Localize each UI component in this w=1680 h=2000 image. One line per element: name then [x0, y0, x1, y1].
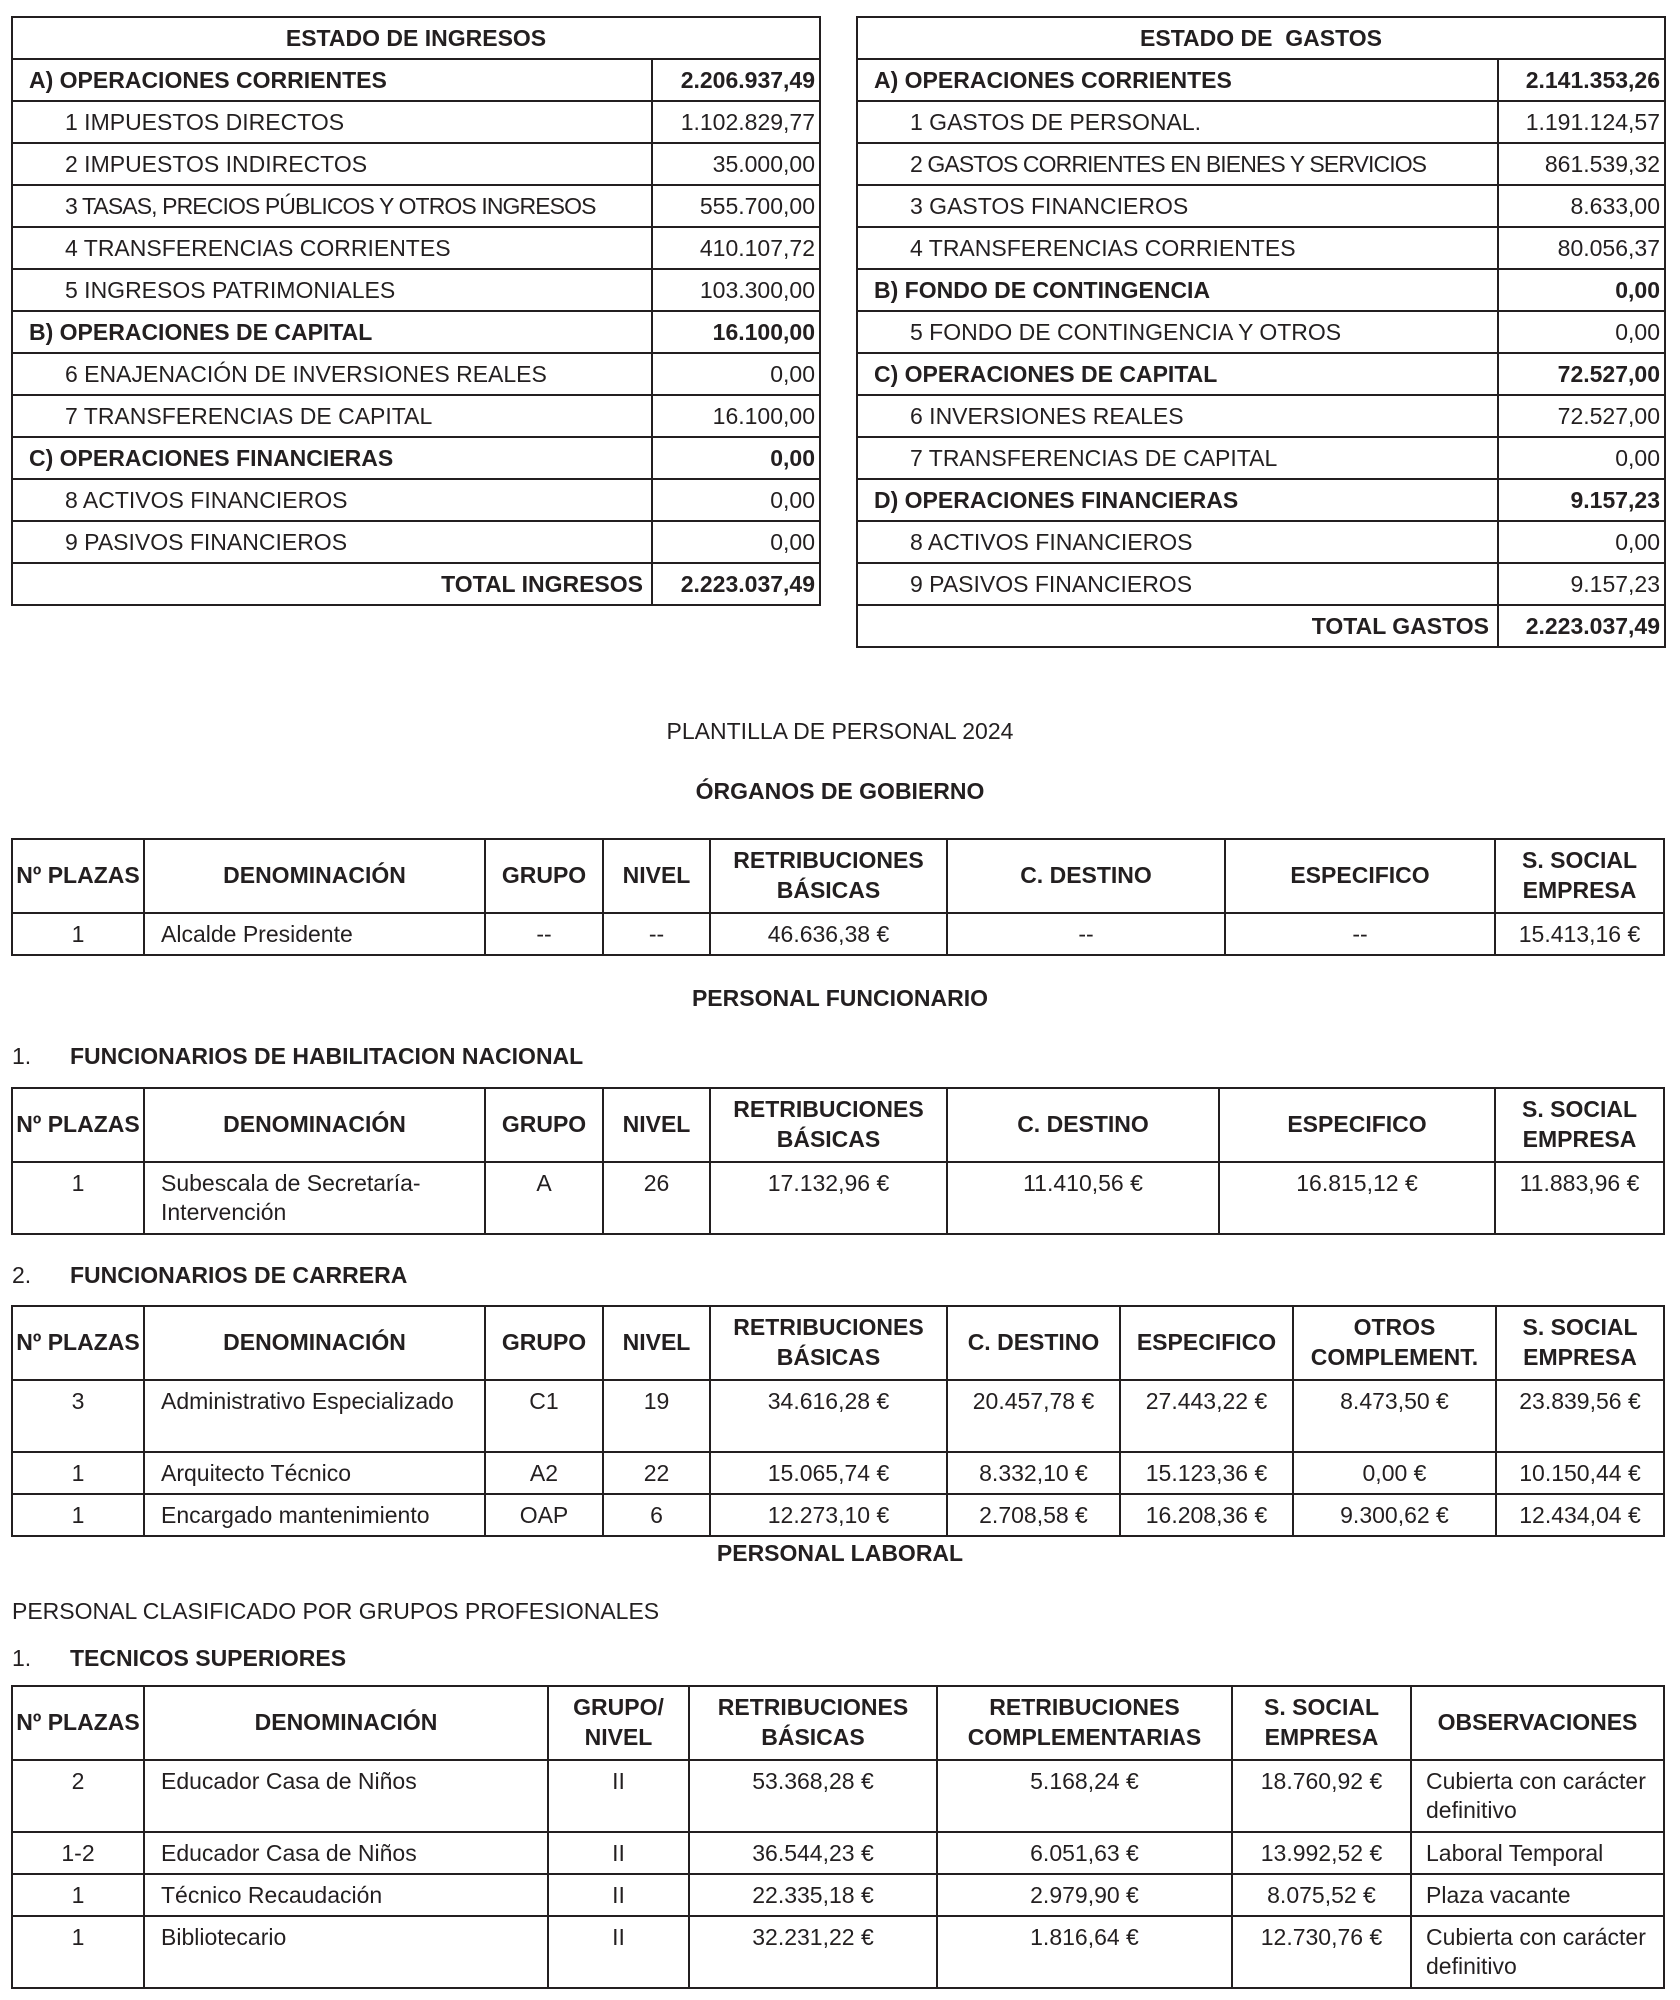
carrera-heading — [12, 1262, 407, 1289]
table-cell: Técnico Recaudación — [144, 1874, 548, 1916]
tecnicos-number: 1. — [12, 1645, 32, 1671]
header-row — [12, 1686, 1664, 1760]
column-header: S. SOCIAL EMPRESA — [1496, 1306, 1664, 1380]
row-value: 35.000,00 — [652, 143, 820, 185]
item-row — [12, 185, 820, 227]
row-value: 0,00 — [652, 437, 820, 479]
row-value: 0,00 — [1498, 437, 1665, 479]
table-cell: 8.332,10 € — [947, 1452, 1120, 1494]
table-cell: Cubierta con carácter definitivo — [1411, 1760, 1664, 1832]
row-label: D) OPERACIONES FINANCIERAS — [857, 479, 1498, 521]
table-cell: 12.730,76 € — [1232, 1916, 1411, 1988]
row-value: 1.102.829,77 — [652, 101, 820, 143]
table-cell: 15.123,36 € — [1120, 1452, 1293, 1494]
carrera-title: FUNCIONARIOS DE CARRERA — [70, 1262, 408, 1288]
table-cell: Bibliotecario — [144, 1916, 548, 1988]
row-value: 861.539,32 — [1498, 143, 1665, 185]
table-cell: 1 — [12, 1452, 144, 1494]
table-cell: 8.473,50 € — [1293, 1380, 1496, 1452]
table-cell: II — [548, 1874, 689, 1916]
habilitacion-heading — [12, 1043, 583, 1070]
column-header: NIVEL — [603, 839, 710, 913]
table-cell: Educador Casa de Niños — [144, 1760, 548, 1832]
table-cell: 20.457,78 € — [947, 1380, 1120, 1452]
row-label: 6 INVERSIONES REALES — [857, 395, 1498, 437]
table-cell: 15.065,74 € — [710, 1452, 947, 1494]
column-header: DENOMINACIÓN — [144, 1306, 485, 1380]
row-label: 4 TRANSFERENCIAS CORRIENTES — [12, 227, 652, 269]
row-label: 2 IMPUESTOS INDIRECTOS — [12, 143, 652, 185]
table-row — [12, 1760, 1664, 1832]
ingresos-title: ESTADO DE INGRESOS — [12, 17, 820, 59]
table-cell: Alcalde Presidente — [144, 913, 485, 955]
row-label: B) FONDO DE CONTINGENCIA — [857, 269, 1498, 311]
column-header: DENOMINACIÓN — [144, 839, 485, 913]
row-value: 555.700,00 — [652, 185, 820, 227]
tecnicos-heading — [12, 1645, 346, 1672]
table-cell: 9.300,62 € — [1293, 1494, 1496, 1536]
gastos-table — [856, 16, 1666, 648]
column-header: S. SOCIAL EMPRESA — [1232, 1686, 1411, 1760]
table-row — [12, 1452, 1664, 1494]
row-label: 2 GASTOS CORRIENTES EN BIENES Y SERVICIOS — [857, 143, 1498, 185]
column-header: GRUPO — [485, 1088, 603, 1162]
row-value: 16.100,00 — [652, 311, 820, 353]
row-value: 9.157,23 — [1498, 563, 1665, 605]
table-cell: 13.992,52 € — [1232, 1832, 1411, 1874]
section-row — [857, 59, 1665, 101]
section-row — [857, 353, 1665, 395]
row-value: 0,00 — [1498, 269, 1665, 311]
row-value: 2.141.353,26 — [1498, 59, 1665, 101]
table-cell: A — [485, 1162, 603, 1234]
row-label: 3 GASTOS FINANCIEROS — [857, 185, 1498, 227]
table-cell: 12.273,10 € — [710, 1494, 947, 1536]
item-row — [857, 311, 1665, 353]
table-cell: 1.816,64 € — [937, 1916, 1232, 1988]
table-cell: OAP — [485, 1494, 603, 1536]
table-row — [12, 1874, 1664, 1916]
column-header: Nº PLAZAS — [12, 1306, 144, 1380]
header-row — [12, 1088, 1664, 1162]
section-row — [857, 479, 1665, 521]
table-cell: 15.413,16 € — [1495, 913, 1664, 955]
table-cell: 12.434,04 € — [1496, 1494, 1664, 1536]
table-cell: 1 — [12, 1494, 144, 1536]
item-row — [857, 563, 1665, 605]
ingresos-total-row — [12, 563, 820, 605]
table-cell: 8.075,52 € — [1232, 1874, 1411, 1916]
row-label: 3 TASAS, PRECIOS PÚBLICOS Y OTROS INGRESOS — [12, 185, 652, 227]
table-cell: Cubierta con carácter definitivo — [1411, 1916, 1664, 1988]
row-label: B) OPERACIONES DE CAPITAL — [12, 311, 652, 353]
table-cell: 18.760,92 € — [1232, 1760, 1411, 1832]
item-row — [857, 185, 1665, 227]
item-row — [12, 521, 820, 563]
header-row — [12, 1306, 1664, 1380]
row-value: 72.527,00 — [1498, 395, 1665, 437]
row-value: 9.157,23 — [1498, 479, 1665, 521]
laboral-title: PERSONAL LABORAL — [716, 1540, 964, 1566]
section-row — [857, 269, 1665, 311]
table-cell: Plaza vacante — [1411, 1874, 1664, 1916]
item-row — [12, 353, 820, 395]
table-cell: Encargado mantenimiento — [144, 1494, 485, 1536]
section-row — [12, 437, 820, 479]
table-cell: 22.335,18 € — [689, 1874, 937, 1916]
item-row — [857, 143, 1665, 185]
column-header: C. DESTINO — [947, 839, 1225, 913]
row-label: 1 GASTOS DE PERSONAL. — [857, 101, 1498, 143]
table-cell: -- — [1225, 913, 1495, 955]
item-row — [12, 395, 820, 437]
table-cell: 1 — [12, 1162, 144, 1234]
table-cell: -- — [603, 913, 710, 955]
row-label: C) OPERACIONES FINANCIERAS — [12, 437, 652, 479]
row-value: 0,00 — [652, 353, 820, 395]
item-row — [12, 143, 820, 185]
table-cell: 11.410,56 € — [947, 1162, 1219, 1234]
column-header: Nº PLAZAS — [12, 1686, 144, 1760]
table-cell: 46.636,38 € — [710, 913, 947, 955]
column-header: OTROS COMPLEMENT. — [1293, 1306, 1496, 1380]
column-header: OBSERVACIONES — [1411, 1686, 1664, 1760]
carrera-table — [11, 1305, 1665, 1537]
row-value: 2.206.937,49 — [652, 59, 820, 101]
laboral-subtitle: PERSONAL CLASIFICADO POR GRUPOS PROFESIONALES — [12, 1598, 660, 1624]
table-cell: Subescala de Secretaría-Intervención — [144, 1162, 485, 1234]
table-row — [12, 1162, 1664, 1234]
row-label: 8 ACTIVOS FINANCIEROS — [12, 479, 652, 521]
table-cell: Administrativo Especializado — [144, 1380, 485, 1452]
table-cell: 22 — [603, 1452, 710, 1494]
row-label: 4 TRANSFERENCIAS CORRIENTES — [857, 227, 1498, 269]
table-cell: 2 — [12, 1760, 144, 1832]
ingresos-table — [11, 16, 821, 606]
table-cell: -- — [947, 913, 1225, 955]
column-header: S. SOCIAL EMPRESA — [1495, 1088, 1664, 1162]
row-value: 72.527,00 — [1498, 353, 1665, 395]
table-row — [12, 913, 1664, 955]
row-label: C) OPERACIONES DE CAPITAL — [857, 353, 1498, 395]
table-cell: 6.051,63 € — [937, 1832, 1232, 1874]
table-cell: II — [548, 1916, 689, 1988]
column-header: GRUPO — [485, 1306, 603, 1380]
ingresos-total-label: TOTAL INGRESOS — [12, 563, 652, 605]
column-header: ESPECIFICO — [1219, 1088, 1495, 1162]
table-cell: C1 — [485, 1380, 603, 1452]
item-row — [12, 269, 820, 311]
item-row — [12, 227, 820, 269]
table-cell: 1 — [12, 1874, 144, 1916]
row-value: 0,00 — [652, 521, 820, 563]
table-cell: 5.168,24 € — [937, 1760, 1232, 1832]
column-header: C. DESTINO — [947, 1306, 1120, 1380]
column-header: RETRIBUCIONES BÁSICAS — [689, 1686, 937, 1760]
column-header: RETRIBUCIONES COMPLEMENTARIAS — [937, 1686, 1232, 1760]
item-row — [857, 437, 1665, 479]
table-cell: 1 — [12, 913, 144, 955]
tecnicos-title: TECNICOS SUPERIORES — [70, 1645, 347, 1671]
table-cell: 6 — [603, 1494, 710, 1536]
item-row — [12, 479, 820, 521]
row-value: 16.100,00 — [652, 395, 820, 437]
column-header: DENOMINACIÓN — [144, 1686, 548, 1760]
row-label: 9 PASIVOS FINANCIEROS — [857, 563, 1498, 605]
table-cell: Laboral Temporal — [1411, 1832, 1664, 1874]
row-value: 0,00 — [1498, 521, 1665, 563]
gastos-total-value: 2.223.037,49 — [1498, 605, 1665, 647]
column-header: C. DESTINO — [947, 1088, 1219, 1162]
column-header: RETRIBUCIONES BÁSICAS — [710, 839, 947, 913]
habilitacion-table — [11, 1087, 1665, 1235]
row-label: 1 IMPUESTOS DIRECTOS — [12, 101, 652, 143]
row-label: 7 TRANSFERENCIAS DE CAPITAL — [857, 437, 1498, 479]
organos-title: ÓRGANOS DE GOBIERNO — [695, 778, 985, 804]
gastos-total-label: TOTAL GASTOS — [857, 605, 1498, 647]
item-row — [857, 227, 1665, 269]
column-header: NIVEL — [603, 1088, 710, 1162]
gastos-title: ESTADO DE GASTOS — [857, 17, 1665, 59]
table-cell: 17.132,96 € — [710, 1162, 947, 1234]
table-cell: Arquitecto Técnico — [144, 1452, 485, 1494]
ingresos-total-value: 2.223.037,49 — [652, 563, 820, 605]
table-cell: II — [548, 1760, 689, 1832]
plantilla-title: PLANTILLA DE PERSONAL 2024 — [666, 718, 1014, 744]
table-cell: 2.979,90 € — [937, 1874, 1232, 1916]
row-value: 0,00 — [1498, 311, 1665, 353]
table-cell: 53.368,28 € — [689, 1760, 937, 1832]
table-row — [12, 1494, 1664, 1536]
table-row — [12, 1832, 1664, 1874]
column-header: DENOMINACIÓN — [144, 1088, 485, 1162]
table-row — [12, 1380, 1664, 1452]
organos-table — [11, 838, 1665, 956]
habilitacion-title: FUNCIONARIOS DE HABILITACION NACIONAL — [70, 1043, 584, 1069]
table-cell: 19 — [603, 1380, 710, 1452]
column-header: ESPECIFICO — [1120, 1306, 1293, 1380]
row-label: 7 TRANSFERENCIAS DE CAPITAL — [12, 395, 652, 437]
table-cell: 11.883,96 € — [1495, 1162, 1664, 1234]
table-cell: Educador Casa de Niños — [144, 1832, 548, 1874]
column-header: RETRIBUCIONES BÁSICAS — [710, 1088, 947, 1162]
table-cell: 1 — [12, 1916, 144, 1988]
row-label: 5 INGRESOS PATRIMONIALES — [12, 269, 652, 311]
row-label: 5 FONDO DE CONTINGENCIA Y OTROS — [857, 311, 1498, 353]
table-row — [12, 1916, 1664, 1988]
table-cell: 26 — [603, 1162, 710, 1234]
table-cell: 27.443,22 € — [1120, 1380, 1293, 1452]
row-value: 103.300,00 — [652, 269, 820, 311]
table-cell: 3 — [12, 1380, 144, 1452]
row-value: 1.191.124,57 — [1498, 101, 1665, 143]
column-header: ESPECIFICO — [1225, 839, 1495, 913]
row-value: 0,00 — [652, 479, 820, 521]
gastos-total-row — [857, 605, 1665, 647]
row-label: 8 ACTIVOS FINANCIEROS — [857, 521, 1498, 563]
carrera-number: 2. — [12, 1262, 32, 1288]
table-cell: 32.231,22 € — [689, 1916, 937, 1988]
row-value: 410.107,72 — [652, 227, 820, 269]
column-header: NIVEL — [603, 1306, 710, 1380]
column-header: Nº PLAZAS — [12, 839, 144, 913]
table-cell: -- — [485, 913, 603, 955]
habilitacion-number: 1. — [12, 1043, 32, 1069]
column-header: GRUPO/ NIVEL — [548, 1686, 689, 1760]
table-cell: 36.544,23 € — [689, 1832, 937, 1874]
column-header: S. SOCIAL EMPRESA — [1495, 839, 1664, 913]
table-cell: 16.815,12 € — [1219, 1162, 1495, 1234]
row-value: 8.633,00 — [1498, 185, 1665, 227]
item-row — [857, 395, 1665, 437]
section-row — [12, 59, 820, 101]
row-label: A) OPERACIONES CORRIENTES — [12, 59, 652, 101]
column-header: RETRIBUCIONES BÁSICAS — [710, 1306, 947, 1380]
table-cell: II — [548, 1832, 689, 1874]
row-label: A) OPERACIONES CORRIENTES — [857, 59, 1498, 101]
table-cell: 23.839,56 € — [1496, 1380, 1664, 1452]
column-header: Nº PLAZAS — [12, 1088, 144, 1162]
table-cell: 16.208,36 € — [1120, 1494, 1293, 1536]
header-row — [12, 839, 1664, 913]
funcionario-title: PERSONAL FUNCIONARIO — [691, 985, 989, 1011]
section-row — [12, 311, 820, 353]
item-row — [857, 521, 1665, 563]
item-row — [857, 101, 1665, 143]
column-header: GRUPO — [485, 839, 603, 913]
table-cell: 10.150,44 € — [1496, 1452, 1664, 1494]
table-cell: 0,00 € — [1293, 1452, 1496, 1494]
tecnicos-table — [11, 1685, 1665, 1989]
table-cell: 34.616,28 € — [710, 1380, 947, 1452]
row-label: 6 ENAJENACIÓN DE INVERSIONES REALES — [12, 353, 652, 395]
row-value: 80.056,37 — [1498, 227, 1665, 269]
row-label: 9 PASIVOS FINANCIEROS — [12, 521, 652, 563]
table-cell: 1-2 — [12, 1832, 144, 1874]
table-cell: A2 — [485, 1452, 603, 1494]
table-cell: 2.708,58 € — [947, 1494, 1120, 1536]
item-row — [12, 101, 820, 143]
